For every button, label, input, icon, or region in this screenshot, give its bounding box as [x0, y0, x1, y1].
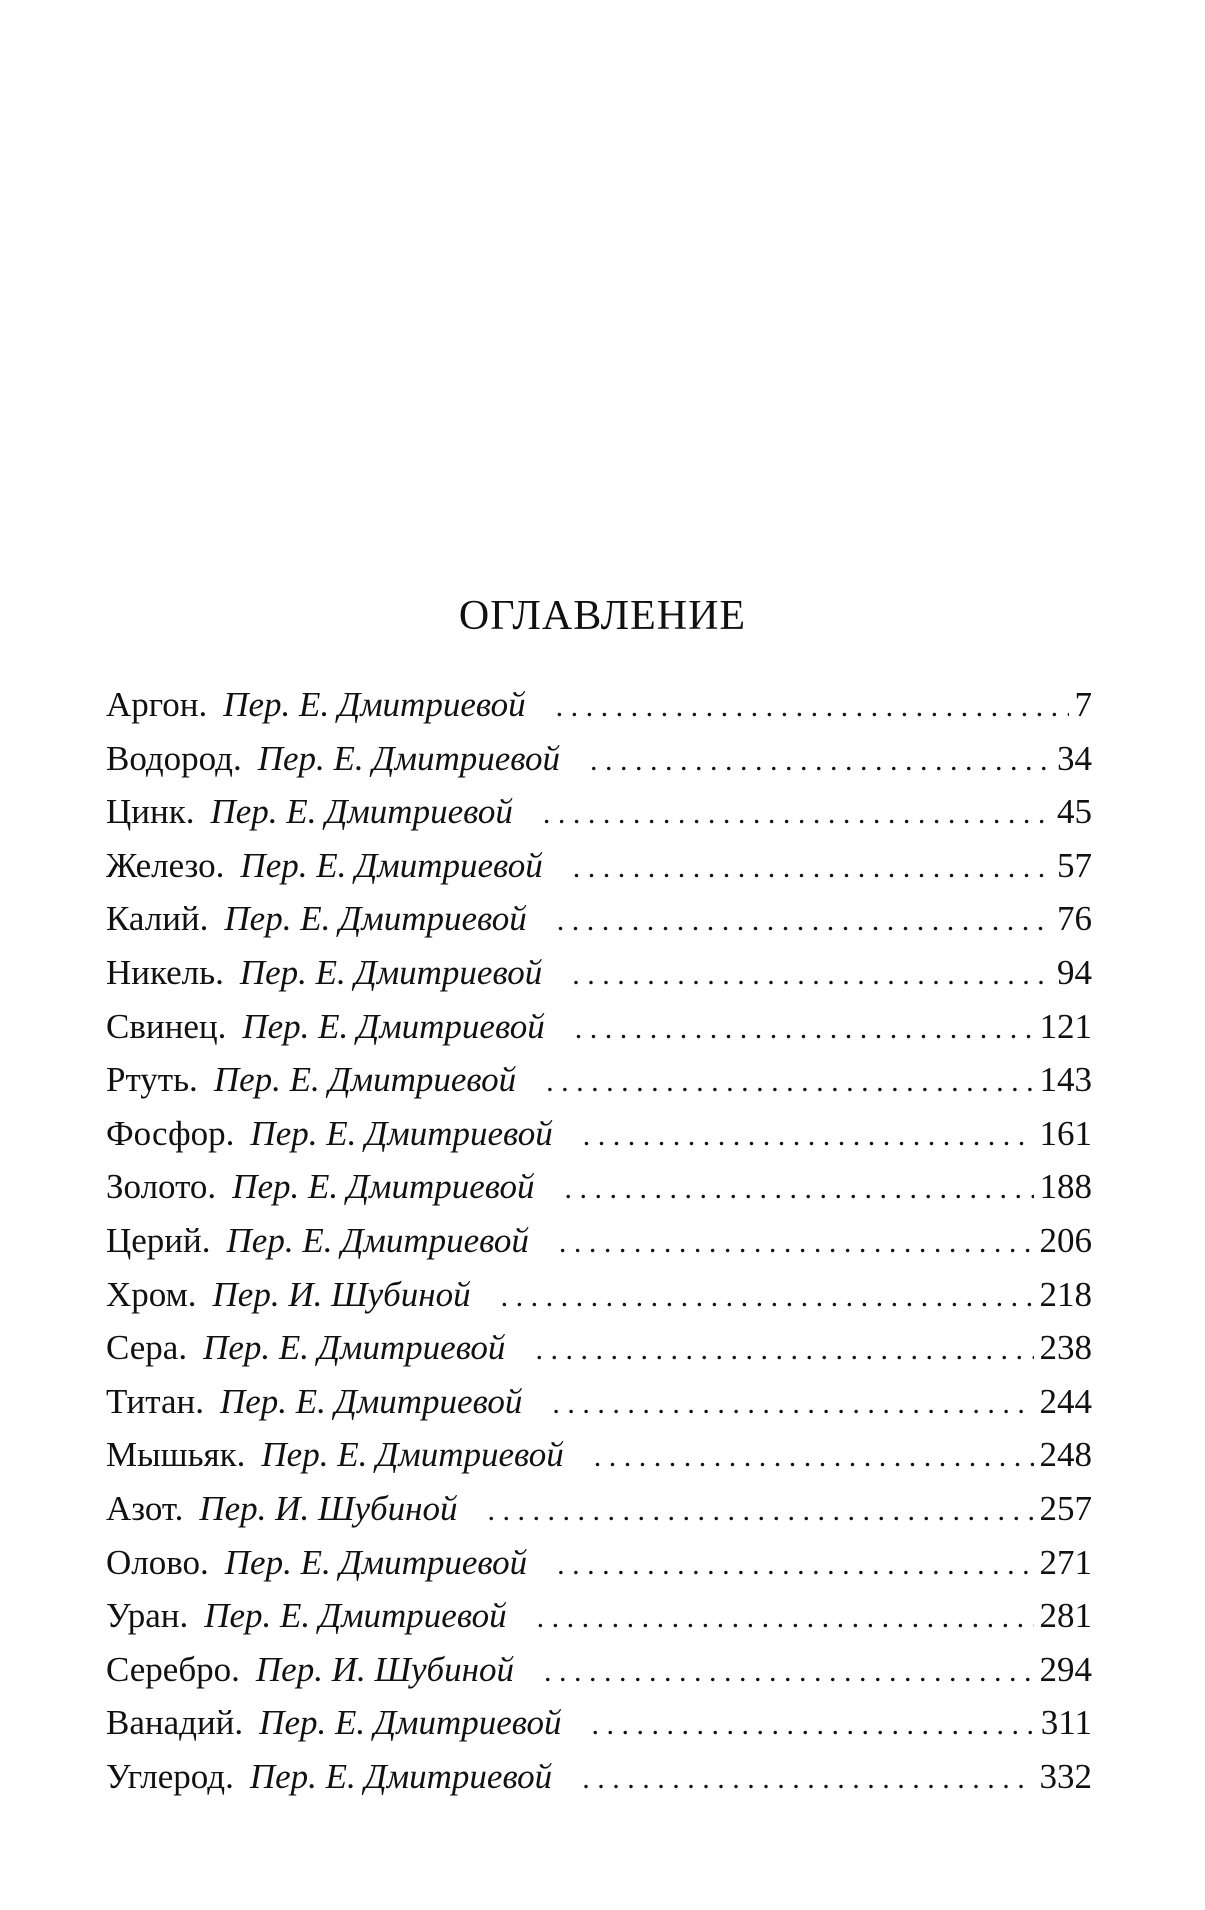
dot-leader — [583, 1109, 1034, 1163]
dot-leader — [543, 787, 1051, 841]
dot-leader — [552, 1377, 1033, 1431]
chapter-title: Мышьяк. — [106, 1435, 246, 1475]
dot-leader — [559, 1216, 1034, 1270]
chapter-title: Свинец. — [106, 1006, 227, 1046]
translator-credit: Пер. Е. Дмитриевой — [224, 899, 527, 939]
toc-entry — [106, 1160, 1092, 1214]
chapter-title: Титан. — [106, 1381, 204, 1421]
chapter-title: Сера. — [106, 1328, 188, 1368]
toc-entry — [106, 1107, 1092, 1161]
translator-credit: Пер. И. Шубиной — [212, 1274, 471, 1314]
page-number: 332 — [1039, 1756, 1092, 1796]
page-number: 45 — [1057, 792, 1092, 832]
dot-leader — [556, 680, 1069, 734]
page-number: 311 — [1040, 1703, 1092, 1743]
translator-credit: Пер. Е. Дмитриевой — [226, 1220, 529, 1260]
toc-entry — [106, 892, 1092, 946]
toc-entry — [106, 1696, 1092, 1750]
dot-leader — [557, 1538, 1033, 1592]
page-number: 281 — [1039, 1596, 1092, 1636]
chapter-title: Ртуть. — [106, 1060, 198, 1100]
translator-credit: Пер. Е. Дмитриевой — [259, 1703, 562, 1743]
translator-credit: Пер. И. Шубиной — [255, 1649, 514, 1689]
translator-credit: Пер. Е. Дмитриевой — [250, 1113, 553, 1153]
translator-credit: Пер. Е. Дмитриевой — [203, 1328, 506, 1368]
chapter-title: Серебро. — [106, 1649, 240, 1689]
toc-entry — [106, 1589, 1092, 1643]
translator-credit: Пер. Е. Дмитриевой — [232, 1167, 535, 1207]
page-number: 248 — [1039, 1435, 1092, 1475]
chapter-title: Фосфор. — [106, 1113, 235, 1153]
toc-entry — [106, 732, 1092, 786]
dot-leader — [572, 948, 1051, 1002]
dot-leader — [501, 1270, 1034, 1324]
toc-entry — [106, 1750, 1092, 1804]
page-number: 238 — [1039, 1328, 1092, 1368]
page-number: 143 — [1039, 1060, 1092, 1100]
page-number: 7 — [1074, 685, 1092, 724]
chapter-title: Водород. — [106, 738, 242, 778]
dot-leader — [575, 1002, 1034, 1056]
chapter-title: Олово. — [106, 1542, 209, 1582]
toc-entry — [106, 678, 1092, 732]
dot-leader — [565, 1162, 1034, 1216]
chapter-title: Ванадий. — [106, 1703, 244, 1743]
translator-credit: Пер. Е. Дмитриевой — [242, 1006, 545, 1046]
chapter-title: Уран. — [106, 1596, 189, 1636]
translator-credit: Пер. Е. Дмитриевой — [219, 1381, 523, 1421]
translator-credit: Пер. И. Шубиной — [199, 1488, 458, 1528]
page-number: 94 — [1057, 952, 1092, 992]
page-number: 188 — [1039, 1167, 1092, 1207]
page-number: 244 — [1039, 1381, 1092, 1421]
chapter-title: Калий. — [106, 899, 209, 939]
translator-credit: Пер. Е. Дмитриевой — [249, 1756, 553, 1796]
chapter-title: Золото. — [106, 1167, 217, 1207]
dot-leader — [537, 1591, 1034, 1645]
chapter-title: Хром. — [106, 1274, 197, 1314]
page-number: 76 — [1057, 899, 1092, 939]
translator-credit: Пер. Е. Дмитриевой — [210, 792, 513, 832]
toc-entry — [106, 1428, 1092, 1482]
translator-credit: Пер. Е. Дмитриевой — [224, 1542, 528, 1582]
toc-entry — [106, 1375, 1092, 1429]
toc-entry — [106, 1321, 1092, 1375]
table-of-contents — [106, 678, 1092, 1803]
page-number: 34 — [1057, 738, 1092, 778]
chapter-title: Цинк. — [106, 792, 195, 832]
page-number: 257 — [1039, 1488, 1092, 1528]
dot-leader — [546, 1055, 1033, 1109]
toc-entry — [106, 1268, 1092, 1322]
chapter-title: Железо. — [106, 845, 225, 885]
page-number: 271 — [1039, 1542, 1092, 1582]
toc-entry — [106, 1053, 1092, 1107]
chapter-title: Никель. — [106, 952, 224, 992]
page-title: ОГЛАВЛЕНИЕ — [458, 593, 747, 639]
translator-credit: Пер. Е. Дмитриевой — [223, 685, 526, 724]
dot-leader — [594, 1430, 1034, 1484]
toc-entry — [106, 1536, 1092, 1590]
toc-entry — [106, 785, 1092, 839]
translator-credit: Пер. Е. Дмитриевой — [239, 952, 543, 992]
translator-credit: Пер. Е. Дмитриевой — [261, 1435, 564, 1475]
translator-credit: Пер. Е. Дмитриевой — [204, 1596, 507, 1636]
chapter-title: Аргон. — [106, 685, 208, 724]
dot-leader — [573, 841, 1051, 895]
toc-entry — [106, 1643, 1092, 1697]
toc-entry — [106, 1482, 1092, 1536]
toc-entry — [106, 946, 1092, 1000]
page-number: 121 — [1039, 1006, 1092, 1046]
dot-leader — [557, 894, 1051, 948]
page-number: 161 — [1039, 1113, 1092, 1153]
translator-credit: Пер. Е. Дмитриевой — [240, 845, 543, 885]
toc-entry — [106, 839, 1092, 893]
dot-leader — [544, 1645, 1034, 1699]
translator-credit: Пер. Е. Дмитриевой — [257, 738, 561, 778]
dot-leader — [487, 1484, 1033, 1538]
chapter-title: Церий. — [106, 1220, 211, 1260]
toc-entry — [106, 1000, 1092, 1054]
translator-credit: Пер. Е. Дмитриевой — [213, 1060, 517, 1100]
dot-leader — [535, 1323, 1033, 1377]
page-number: 57 — [1057, 845, 1092, 885]
page-number: 294 — [1039, 1649, 1092, 1689]
chapter-title: Углерод. — [106, 1756, 234, 1796]
page-number: 206 — [1039, 1220, 1092, 1260]
dot-leader — [590, 734, 1051, 788]
dot-leader — [582, 1752, 1033, 1806]
dot-leader — [592, 1698, 1035, 1752]
toc-entry — [106, 1214, 1092, 1268]
chapter-title: Азот. — [106, 1488, 184, 1528]
page-number: 218 — [1039, 1274, 1092, 1314]
